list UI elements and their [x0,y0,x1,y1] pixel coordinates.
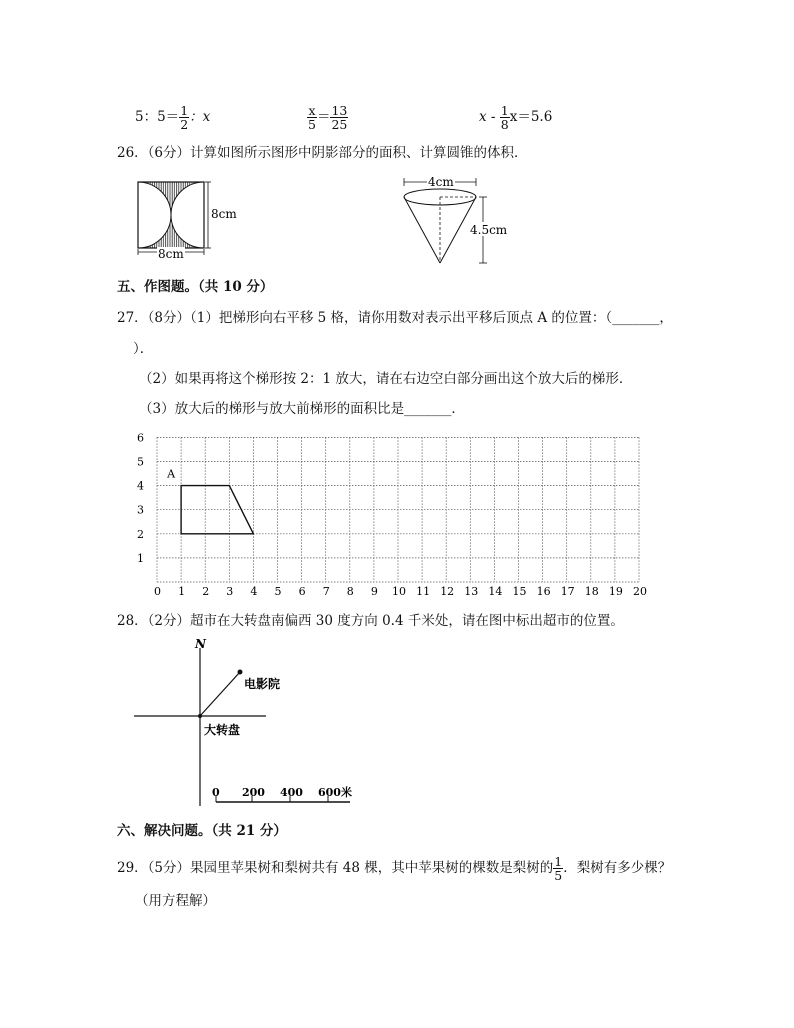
center-point [198,714,202,718]
question-29-fraction [553,855,563,882]
square-width-label: 8cm [158,247,184,261]
coordinate-grid [120,420,647,598]
equation-2-right-fraction [330,104,348,131]
equation-3 [479,104,552,131]
grid-y-label: 3 [137,503,144,517]
scale-label-400: 400 [280,786,303,799]
center-label: 大转盘 [204,723,241,737]
question-29-text-after: ．梨树有多少棵？ [563,860,672,876]
grid-x-label: 11 [416,585,431,598]
equation-3-prefix: x - [479,109,500,125]
question-26-text: 26．（6分）计算如图所示图形中阴影部分的面积、计算圆锥的体积． [117,145,528,161]
cone-figure [400,172,510,267]
grid-y-label: 6 [137,431,144,445]
equation-2-right-denominator: 25 [331,117,348,132]
grid-x-label: 19 [608,585,623,598]
grid-x-label: 17 [560,585,575,598]
north-label: N [195,637,206,651]
section-6-title: 六、解决问题。（共 21 分） [117,823,287,839]
grid-y-label: 1 [137,551,144,565]
scale-label-600: 600米 [318,786,352,799]
question-29-note: （用方程解） [135,893,216,909]
grid-y-label: 5 [137,455,144,469]
scale-label-0: 0 [212,786,220,799]
equation-2-left-fraction [307,104,317,131]
equation-3-numerator: 1 [500,103,509,118]
question-29-text [117,855,671,882]
grid-lines [157,437,639,582]
equation-1-suffix: ：x [189,109,211,125]
grid-x-label: 2 [202,585,210,598]
grid-x-label: 5 [274,585,282,598]
grid-x-label: 16 [536,585,551,598]
grid-x-label: 0 [154,585,161,598]
square-height-label: 8cm [211,207,237,221]
question-27-line-2: （2）如果再将这个梯形按 2：1 放大，请在右边空白部分画出这个放大后的梯形． [139,371,633,387]
cinema-point [238,670,243,675]
grid-x-label: 9 [370,585,378,598]
grid-x-label: 15 [512,585,527,598]
cinema-label: 电影院 [244,677,281,691]
question-27-line-1b: ）． [133,341,154,357]
question-27-line-3: （3）放大后的梯形与放大前梯形的面积比是_______． [139,401,465,417]
question-29-text-before: 29．（5分）果园里苹果树和梨树共有 48 棵，其中苹果树的棵数是梨树的 [117,860,554,876]
question-29-fraction-denominator: 5 [554,868,563,883]
equation-2-left-denominator: 5 [308,117,316,132]
grid-x-label: 1 [178,585,186,598]
equation-3-suffix: x＝5.6 [509,109,553,125]
equation-3-denominator: 8 [500,117,509,132]
equation-1-fraction [179,104,189,131]
equation-3-fraction [500,104,510,131]
equation-1-prefix: 5：5＝ [135,109,180,125]
equation-2-equals: ＝ [316,109,331,125]
grid-y-label: 4 [137,479,144,493]
grid-x-label: 10 [392,585,406,598]
grid-x-label: 4 [250,585,258,598]
grid-y-labels [137,431,144,565]
grid-x-label: 18 [584,585,599,598]
direction-map [132,636,358,812]
grid-x-label: 3 [226,585,234,598]
grid-x-label: 6 [298,585,306,598]
shaded-square-figure [132,176,244,262]
equation-2-right-numerator: 13 [331,103,348,118]
question-27-line-1: 27．（8分）（1）把梯形向右平移 5 格，请你用数对表示出平移后顶点 A 的位置：（_______， [117,310,673,326]
question-28-text: 28．（2分）超市在大转盘南偏西 30 度方向 0.4 千米处，请在图中标出超市的位置。 [117,613,624,629]
equation-1-denominator: 2 [180,117,189,132]
equation-2-left-numerator: x [308,103,316,118]
grid-x-label: 14 [488,585,503,598]
equation-1-numerator: 1 [180,103,189,118]
grid-x-label: 8 [346,585,354,598]
scale-label-200: 200 [242,786,265,799]
grid-x-labels [154,585,647,598]
grid-x-label: 20 [633,585,647,598]
grid-x-label: 12 [440,585,455,598]
question-29-fraction-numerator: 1 [554,854,563,869]
equation-2 [307,104,348,131]
equation-1 [135,104,210,131]
cone-diameter-label: 4cm [428,175,454,189]
grid-x-label: 7 [322,585,330,598]
grid-x-label: 13 [464,585,479,598]
cone-height-label: 4.5cm [470,223,508,237]
point-a-label: A [167,467,176,481]
grid-y-label: 2 [137,527,144,541]
section-5-title: 五、作图题。（共 10 分） [117,279,274,295]
